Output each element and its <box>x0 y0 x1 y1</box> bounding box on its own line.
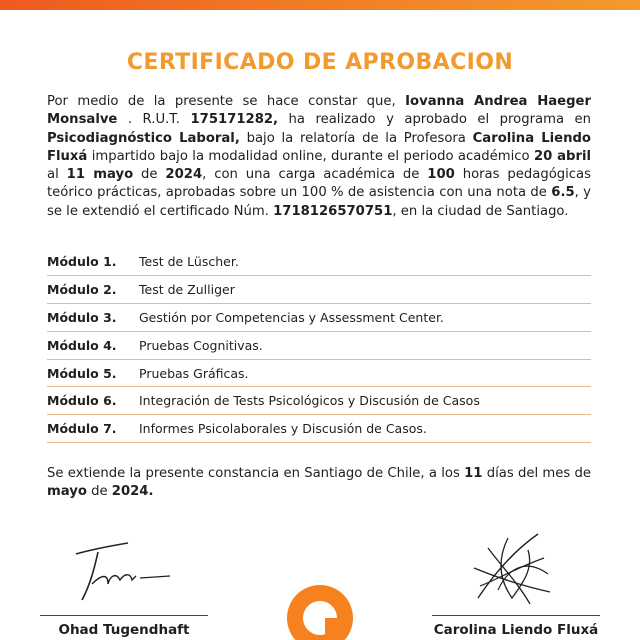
end-date: 11 mayo <box>66 167 134 183</box>
hours: 100 <box>427 167 455 183</box>
module-name: Test de Zulliger <box>139 281 235 297</box>
certificate-body: Por medio de la presente se hace constar que, Iovanna Andrea Haeger Monsalve . R.U.T. 175171282, ha realizado y aprobado el programa en Psicodiagnóstico Laboral, bajo la relatoría de la Profesora Carolina Liendo Fluxá impartido bajo la modalidad online, durante el periodo académico 20 abril al 11 mayo de 2024, con una carga académica de 100 horas pedagógicas teórico prácticas, aprobadas sobre un 100 % de asistencia con una nota de 6.5, y se le extendió el certificado Núm. 1718126570751, en la ciudad de Santiago. <box>47 94 592 219</box>
closing-year: 2024. <box>111 484 154 500</box>
module-row <box>47 387 591 415</box>
program-name: Psicodiagnóstico Laboral, <box>47 130 240 146</box>
module-name: Integración de Tests Psicológicos y Discusión de Casos <box>139 393 480 409</box>
module-row <box>47 360 591 388</box>
professor-name: Carolina Liendo Fluxá <box>47 130 591 164</box>
module-list <box>47 248 591 443</box>
module-number: Módulo 4. <box>47 337 117 353</box>
closing-month: mayo <box>47 484 87 500</box>
left-signature-line <box>40 615 208 616</box>
rut-number: 175171282, <box>190 112 279 128</box>
right-signature-image <box>468 528 556 610</box>
closing-statement: Se extiende la presente constancia en Santiago de Chile, a los 11 días del mes de mayo de 2024. <box>47 466 592 500</box>
certificate-title: CERTIFICADO DE APROBACION <box>126 50 514 75</box>
right-signature-line <box>432 615 600 616</box>
start-date: 20 abril <box>534 148 592 164</box>
year: 2024 <box>165 167 203 183</box>
module-row <box>47 248 591 276</box>
module-name: Test de Lüscher. <box>139 253 239 269</box>
left-signatory-name: Ohad Tugendhaft <box>58 622 190 638</box>
module-name: Informes Psicolaborales y Discusión de Casos. <box>139 421 427 437</box>
module-row <box>47 276 591 304</box>
module-number: Módulo 7. <box>47 421 117 437</box>
grade: 6.5 <box>551 185 575 201</box>
right-signatory-name: Carolina Liendo Fluxá <box>433 622 599 638</box>
top-accent-bar <box>0 0 640 10</box>
module-name: Pruebas Cognitivas. <box>139 337 263 353</box>
module-number: Módulo 2. <box>47 281 117 297</box>
module-number: Módulo 6. <box>47 393 117 409</box>
module-number: Módulo 3. <box>47 309 117 325</box>
module-name: Gestión por Competencias y Assessment Center. <box>139 309 444 325</box>
institution-logo-icon <box>280 578 360 640</box>
module-name: Pruebas Gráficas. <box>139 365 249 381</box>
module-row <box>47 332 591 360</box>
student-name: Iovanna Andrea Haeger Monsalve <box>47 94 592 128</box>
module-number: Módulo 5. <box>47 365 117 381</box>
certificate-number: 1718126570751 <box>273 203 393 219</box>
module-number: Módulo 1. <box>47 253 117 269</box>
module-row <box>47 304 591 332</box>
closing-day: 11 <box>464 466 483 481</box>
module-row <box>47 415 591 443</box>
left-signature-image <box>70 540 180 605</box>
